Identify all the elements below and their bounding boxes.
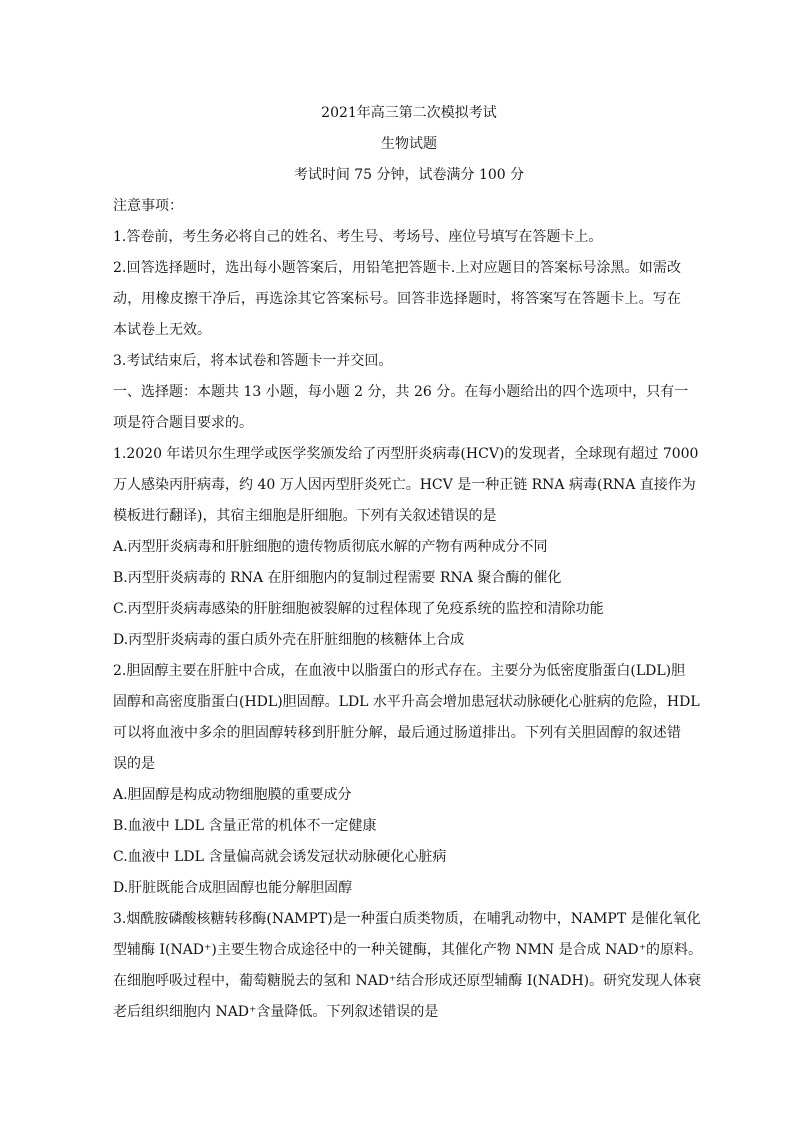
question-1-stem: 1.2020 年诺贝尔生理学或医学奖颁发给了丙型肝炎病毒(HCV)的发现者，全球现有超过 7000 [113, 446, 699, 462]
question-1-option-d: D.丙型肝炎病毒的蛋白质外壳在肝脏细胞的核糖体上合成 [113, 632, 465, 648]
subject-title: 生物试题 [381, 136, 437, 152]
note-line: 1.答卷前，考生务必将自己的姓名、考生号、考场号、座位号填写在答题卡上。 [113, 229, 603, 245]
question-2-option-d: D.肝脏既能合成胆固醇也能分解胆固醇 [113, 880, 353, 896]
question-1-option-c: C.丙型肝炎病毒感染的肝脏细胞被裂解的过程体现了免疫系统的监控和清除功能 [113, 601, 604, 617]
note-line: 2.回答选择题时，选出每小题答案后，用铅笔把答题卡.上对应题目的答案标号涂黑。如需改 [113, 260, 681, 276]
exam-page [113, 98, 703, 1028]
question-3-stem: 3.烟酰胺磷酸核糖转移酶(NAMPT)是一种蛋白质类物质，在哺乳动物中，NAMPT 是催化氧化 [113, 911, 701, 927]
question-2-stem: 可以将血液中多余的胆固醇转移到肝脏分解，最后通过肠道排出。下列有关胆固醇的叙述错 [113, 725, 681, 741]
exam-time-info: 考试时间 75 分钟，试卷满分 100 分 [293, 167, 525, 183]
question-2-stem: 误的是 [113, 756, 155, 772]
question-2-stem: 固醇和高密度脂蛋白(HDL)胆固醇。LDL 水平升高会增加患冠状动脉硬化心脏病的危险，HDL [113, 694, 700, 710]
question-3-stem: 型辅酶 I(NAD⁺)主要生物合成途径中的一种关键酶，其催化产物 NMN 是合成 NAD⁺的原料。 [113, 942, 703, 958]
question-3-stem: 老后组织细胞内 NAD⁺含量降低。下列叙述错误的是 [113, 1004, 439, 1020]
exam-title: 2021年高三第二次模拟考试 [321, 105, 497, 121]
section-heading: 一、选择题：本题共 13 小题，每小题 2 分，共 26 分。在每小题给出的四个选项中，只有一 [113, 384, 689, 400]
note-line: 3.考试结束后，将本试卷和答题卡一并交回。 [113, 353, 393, 369]
section-heading-cont: 项是符合题目要求的。 [113, 415, 253, 431]
note-line: 本试卷上无效。 [113, 322, 211, 338]
question-1-option-a: A.丙型肝炎病毒和肝脏细胞的遗传物质彻底水解的产物有两种成分不同 [113, 539, 548, 555]
notes-heading: 注意事项： [113, 198, 183, 214]
question-2-option-c: C.血液中 LDL 含量偏高就会诱发冠状动脉硬化心脏病 [113, 849, 447, 865]
note-line: 动，用橡皮擦干净后，再选涂其它答案标号。回答非选择题时，将答案写在答题卡上。写在 [113, 291, 681, 307]
question-2-stem: 2.胆固醇主要在肝脏中合成，在血液中以脂蛋白的形式存在。主要分为低密度脂蛋白(LDL)胆 [113, 663, 686, 679]
question-1-stem: 模板进行翻译)，其宿主细胞是肝细胞。下列有关叙述错误的是 [113, 508, 497, 524]
question-1-option-b: B.丙型肝炎病毒的 RNA 在肝细胞内的复制过程需要 RNA 聚合酶的催化 [113, 570, 562, 586]
question-2-option-b: B.血液中 LDL 含量正常的机体不一定健康 [113, 818, 377, 834]
question-3-stem: 在细胞呼吸过程中，葡萄糖脱去的氢和 NAD⁺结合形成还原型辅酶 I(NADH)。研究发现人体衰 [113, 973, 702, 989]
question-1-stem: 万人感染丙肝病毒，约 40 万人因丙型肝炎死亡。HCV 是一种正链 RNA 病毒(RNA 直接作为 [113, 477, 696, 493]
question-2-option-a: A.胆固醇是构成动物细胞膜的重要成分 [113, 787, 352, 803]
